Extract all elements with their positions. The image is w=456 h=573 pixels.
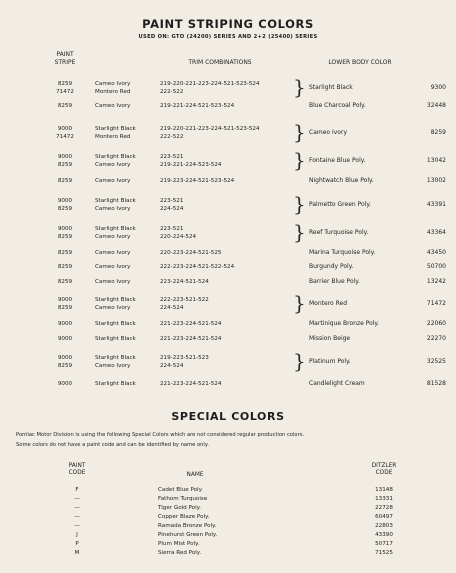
stripe-row	[0, 102, 456, 126]
stripe-color-name: Cameo Ivory	[95, 234, 131, 240]
lower-body-code: 43364	[426, 229, 446, 236]
lower-body-code: 13042	[426, 157, 446, 164]
special-color-name: Cadet Blue Poly.	[158, 487, 203, 493]
lower-body-color: Starlight Black	[309, 84, 353, 91]
lower-body-color: Cameo Ivory	[309, 129, 347, 136]
stripe-color-name: Starlight Black	[95, 226, 136, 232]
stripe-code: 8259	[57, 279, 73, 285]
stripe-color-name: Cameo Ivory	[95, 162, 131, 168]
lower-body-code: 32525	[426, 358, 446, 365]
ditzler-code: 13331	[375, 496, 393, 502]
stripe-code: 8259	[57, 162, 73, 168]
trim-combination: 221-223-224-521-524	[160, 381, 222, 387]
ditzler-code: 13148	[375, 487, 393, 493]
stripe-code: 9000	[57, 321, 73, 327]
special-color-name: Plum Mist Poly.	[158, 541, 200, 547]
stripe-code: 8259	[57, 250, 73, 256]
trim-combination: 219-220-221-223-224-521-523-524	[160, 81, 260, 87]
paint-code: J	[76, 532, 78, 538]
trim-combination: 224-524	[160, 363, 184, 369]
stripe-color-name: Montero Red	[95, 89, 131, 95]
ditzler-code: 71525	[375, 550, 393, 556]
stripe-color-name: Starlight Black	[95, 154, 136, 160]
lower-body-code: 71472	[426, 300, 446, 307]
trim-combination: 221-223-224-521-524	[160, 321, 222, 327]
stripe-code: 71472	[56, 134, 74, 140]
special-color-row	[0, 540, 456, 548]
stripe-color-name: Cameo Ivory	[95, 363, 131, 369]
ditzler-code-header-line1: DITZLER	[371, 463, 397, 469]
stripe-color-name: Starlight Black	[95, 381, 136, 387]
stripe-code: 9000	[57, 126, 73, 132]
special-color-name: Tiger Gold Poly.	[158, 505, 201, 511]
lower-body-code: 50700	[426, 263, 446, 270]
stripe-color-name: Cameo Ivory	[95, 305, 131, 311]
trim-combination: 219-221-224-521-523-524	[160, 103, 235, 109]
paint-stripe-header-line2: STRIPE	[54, 59, 76, 66]
special-color-name: Copper Blaze Poly.	[158, 514, 210, 520]
stripe-row	[0, 380, 456, 404]
special-intro-line2: Some colors do not have a paint code and can be identified by name only.	[16, 442, 209, 448]
ditzler-code: 50717	[375, 541, 393, 547]
stripe-code: 8259	[57, 103, 73, 109]
lower-body-color: Blue Charcoal Poly.	[309, 102, 366, 109]
trim-combination: 222-522	[160, 89, 184, 95]
stripe-code: 8259	[57, 234, 73, 240]
special-colors-title: SPECIAL COLORS	[171, 410, 285, 423]
lower-body-code: 8259	[430, 129, 446, 136]
trim-combination: 219-221-224-523-524	[160, 162, 222, 168]
stripe-color-name: Starlight Black	[95, 126, 136, 132]
stripe-row	[0, 349, 456, 378]
paint-code: —	[74, 514, 80, 520]
lower-body-color: Reef Turquoise Poly.	[309, 229, 369, 236]
stripe-color-name: Starlight Black	[95, 297, 136, 303]
trim-combination: 224-524	[160, 206, 184, 212]
stripe-color-name: Starlight Black	[95, 336, 136, 342]
lower-body-color: Nightwatch Blue Poly.	[309, 177, 374, 184]
lower-body-color-header: LOWER BODY COLOR	[328, 59, 392, 66]
stripe-color-name: Cameo Ivory	[95, 81, 131, 87]
stripe-row	[0, 75, 456, 104]
stripe-code: 8259	[57, 178, 73, 184]
special-color-name: Fathom Turquoise	[158, 496, 208, 502]
paint-code-header	[62, 463, 92, 477]
special-color-row	[0, 522, 456, 530]
trim-combination: 219-220-221-223-224-521-523-524	[160, 126, 260, 132]
stripe-color-name: Cameo Ivory	[95, 264, 131, 270]
ditzler-code-header	[362, 463, 406, 477]
stripe-code: 9000	[57, 154, 73, 160]
stripe-row	[0, 291, 456, 320]
stripe-color-name: Cameo Ivory	[95, 103, 131, 109]
stripe-code: 9000	[57, 297, 73, 303]
stripe-color-name: Cameo Ivory	[95, 206, 131, 212]
paint-code: —	[74, 505, 80, 511]
stripe-row	[0, 220, 456, 249]
paint-code: F	[75, 487, 79, 493]
lower-body-code: 13002	[426, 177, 446, 184]
special-color-name: Sierra Red Poly.	[158, 550, 202, 556]
lower-body-code: 43391	[426, 201, 446, 208]
stripe-color-name: Starlight Black	[95, 321, 136, 327]
special-color-name: Ramada Bronze Poly.	[158, 523, 217, 529]
lower-body-color: Barrier Blue Poly.	[309, 278, 360, 285]
ditzler-code: 22728	[375, 505, 393, 511]
lower-body-color: Marina Turquoise Poly.	[309, 249, 376, 256]
lower-body-color: Palmetto Green Poly.	[309, 201, 371, 208]
paint-code-header-line1: PAINT	[68, 463, 86, 469]
stripe-code: 71472	[56, 89, 74, 95]
brace-mark: }	[293, 75, 306, 99]
lower-body-color: Mission Beige	[309, 335, 351, 342]
trim-combination: 220-224-524	[160, 234, 197, 240]
trim-combination: 219-223-224-521-523-524	[160, 178, 235, 184]
lower-body-color: Montero Red	[309, 300, 348, 307]
stripe-color-name: Cameo Ivory	[95, 250, 131, 256]
trim-combination: 223-224-521-524	[160, 279, 209, 285]
trim-combination: 223-521	[160, 154, 184, 160]
ditzler-code: 60497	[375, 514, 393, 520]
stripe-code: 8259	[57, 81, 73, 87]
lower-body-color: Martinique Bronze Poly.	[309, 320, 380, 327]
trim-combination: 219-223-521-523	[160, 355, 209, 361]
lower-body-color: Platinum Poly.	[309, 358, 351, 365]
ditzler-code-header-line2: CODE	[375, 470, 393, 476]
trim-combination: 220-223-224-521-525	[160, 250, 222, 256]
stripe-code: 9000	[57, 336, 73, 342]
stripe-code: 8259	[57, 363, 73, 369]
paint-code: M	[74, 550, 80, 556]
trim-combination: 221-223-224-521-524	[160, 336, 222, 342]
lower-body-code: 22060	[426, 320, 446, 327]
stripe-code: 8259	[57, 305, 73, 311]
trim-combination: 222-522	[160, 134, 184, 140]
lower-body-code: 43450	[426, 249, 446, 256]
brace-mark: }	[293, 192, 306, 216]
page-title: PAINT STRIPING COLORS	[142, 17, 314, 31]
lower-body-code: 13242	[426, 278, 446, 285]
brace-mark: }	[293, 220, 306, 244]
stripe-code: 9000	[57, 355, 73, 361]
stripe-color-name: Starlight Black	[95, 355, 136, 361]
lower-body-color: Burgundy Poly.	[309, 263, 354, 270]
stripe-color-name: Montero Red	[95, 134, 131, 140]
ditzler-code: 43390	[375, 532, 393, 538]
special-color-row	[0, 549, 456, 557]
brace-mark: }	[293, 148, 306, 172]
trim-combination: 224-524	[160, 305, 184, 311]
stripe-row	[0, 120, 456, 149]
special-color-row	[0, 504, 456, 512]
stripe-color-name: Cameo Ivory	[95, 279, 131, 285]
brace-mark: }	[293, 349, 306, 373]
lower-body-code: 81528	[426, 380, 446, 387]
paint-code: P	[75, 541, 79, 547]
paint-code-header-line2: CODE	[68, 470, 86, 476]
lower-body-color: Candlelight Cream	[309, 380, 365, 387]
special-color-row	[0, 486, 456, 494]
lower-body-color: Fontaine Blue Poly.	[309, 157, 366, 164]
brace-mark: }	[293, 120, 306, 144]
special-color-row	[0, 513, 456, 521]
stripe-code: 8259	[57, 264, 73, 270]
special-color-row	[0, 531, 456, 539]
trim-combinations-header: TRIM COMBINATIONS	[188, 59, 252, 66]
page-subtitle: USED ON: GTO (24200) SERIES AND 2+2 (25400) SERIES	[138, 34, 318, 40]
trim-combination: 223-521	[160, 226, 184, 232]
paint-code: —	[74, 523, 80, 529]
lower-body-code: 32448	[426, 102, 446, 109]
stripe-color-name: Cameo Ivory	[95, 178, 131, 184]
brace-mark: }	[293, 291, 306, 315]
special-intro-line1: Pontiac Motor Division is using the following Special Colors which are not considered regular production colors.	[16, 432, 305, 438]
name-header: NAME	[186, 472, 204, 478]
stripe-color-name: Starlight Black	[95, 198, 136, 204]
stripe-code: 9000	[57, 381, 73, 387]
special-color-name: Pinehurst Green Poly.	[158, 532, 218, 538]
stripe-code: 9000	[57, 198, 73, 204]
stripe-row	[0, 192, 456, 221]
trim-combination: 222-223-521-522	[160, 297, 209, 303]
stripe-code: 9000	[57, 226, 73, 232]
lower-body-code: 22270	[426, 335, 446, 342]
stripe-row	[0, 148, 456, 177]
trim-combination: 222-223-224-521-522-524	[160, 264, 235, 270]
special-color-row	[0, 495, 456, 503]
paint-stripe-header-line1: PAINT	[56, 51, 74, 58]
lower-body-code: 9300	[430, 84, 446, 91]
ditzler-code: 22803	[375, 523, 393, 529]
trim-combination: 223-521	[160, 198, 184, 204]
paint-code: —	[74, 496, 80, 502]
paint-stripe-header	[52, 51, 78, 67]
stripe-code: 8259	[57, 206, 73, 212]
